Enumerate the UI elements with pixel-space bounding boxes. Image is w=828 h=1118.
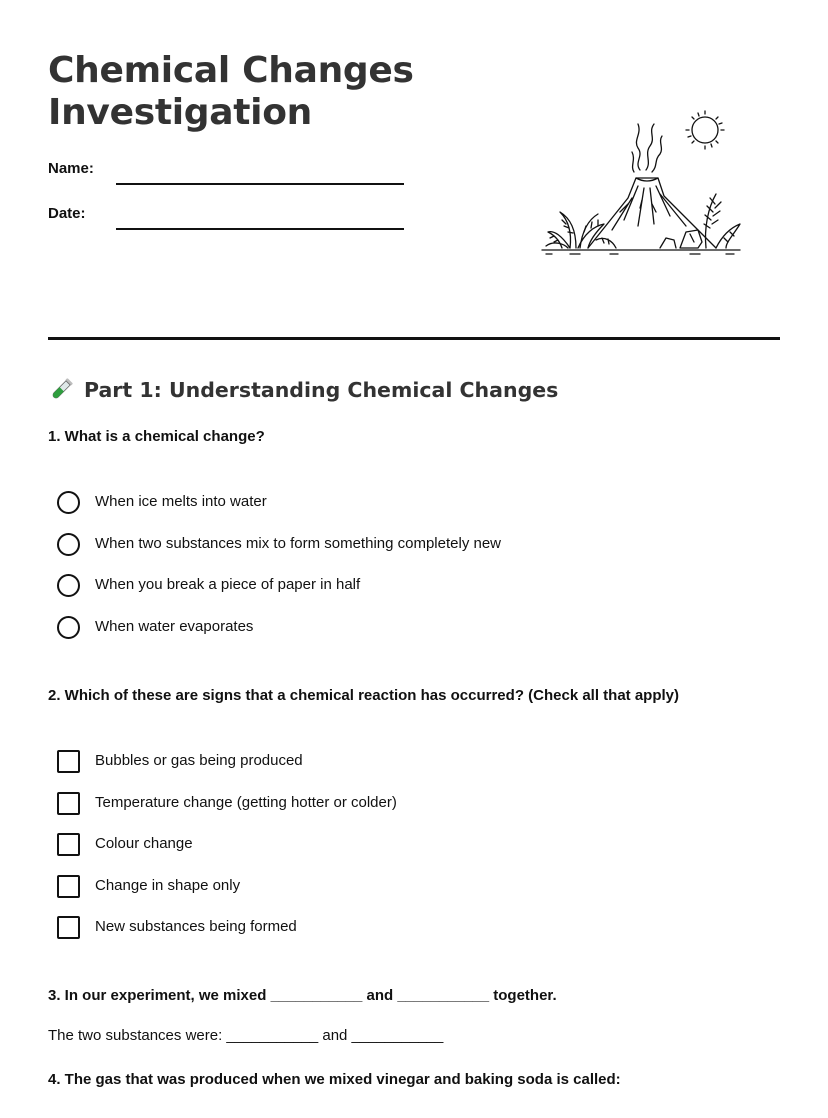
name-answer-line[interactable] — [116, 183, 404, 185]
option-label: Colour change — [95, 835, 193, 852]
title-line-2: Investigation — [48, 92, 312, 133]
option-label: When ice melts into water — [95, 493, 267, 510]
date-answer-line[interactable] — [116, 228, 404, 230]
radio-option[interactable] — [57, 489, 757, 531]
question-3-answer-line: The two substances were: ___________ and ___________ — [48, 1027, 444, 1044]
volcano-illustration — [540, 108, 744, 266]
date-label: Date: — [48, 205, 86, 222]
option-label: New substances being formed — [95, 918, 297, 935]
checkbox-option[interactable] — [57, 914, 757, 956]
title-line-1: Chemical Changes — [48, 50, 414, 91]
checkbox-option[interactable] — [57, 873, 757, 915]
question-1-prompt: 1. What is a chemical change? — [48, 428, 265, 445]
checkbox[interactable] — [57, 750, 80, 773]
option-label: Temperature change (getting hotter or colder) — [95, 793, 397, 811]
checkbox[interactable] — [57, 792, 80, 815]
test-tube-icon — [48, 377, 74, 403]
radio-option[interactable] — [57, 614, 757, 656]
question-4-prompt: 4. The gas that was produced when we mixed vinegar and baking soda is called: — [48, 1071, 621, 1088]
radio-option[interactable] — [57, 572, 757, 614]
checkbox[interactable] — [57, 875, 80, 898]
question-3-prompt: 3. In our experiment, we mixed ___________ and ___________ together. — [48, 987, 557, 1004]
option-label: When water evaporates — [95, 617, 254, 635]
option-label: When you break a piece of paper in half — [95, 576, 361, 593]
question-2-prompt: 2. Which of these are signs that a chemical reaction has occurred? (Check all that apply) — [48, 687, 680, 704]
checkbox[interactable] — [57, 916, 80, 939]
radio-button[interactable] — [57, 616, 80, 639]
checkbox[interactable] — [57, 833, 80, 856]
sun-icon — [686, 111, 724, 149]
section-heading — [48, 373, 558, 407]
question-2-options — [57, 748, 757, 956]
option-label: Bubbles or gas being produced — [95, 752, 303, 769]
radio-button[interactable] — [57, 574, 80, 597]
option-label: Change in shape only — [95, 876, 241, 894]
checkbox-option[interactable] — [57, 748, 757, 790]
section-divider — [48, 337, 780, 340]
date-field[interactable] — [48, 203, 408, 233]
checkbox-option[interactable] — [57, 831, 757, 873]
radio-option[interactable] — [57, 531, 757, 573]
section-title-text: Part 1: Understanding Chemical Changes — [84, 378, 559, 402]
name-label: Name: — [48, 160, 94, 177]
radio-button[interactable] — [57, 533, 80, 556]
question-1-options — [57, 489, 757, 655]
radio-button[interactable] — [57, 491, 80, 514]
name-field[interactable] — [48, 158, 408, 188]
checkbox-option[interactable] — [57, 790, 757, 832]
worksheet-title — [48, 50, 508, 134]
option-label: When two substances mix to form something completely new — [95, 534, 502, 552]
